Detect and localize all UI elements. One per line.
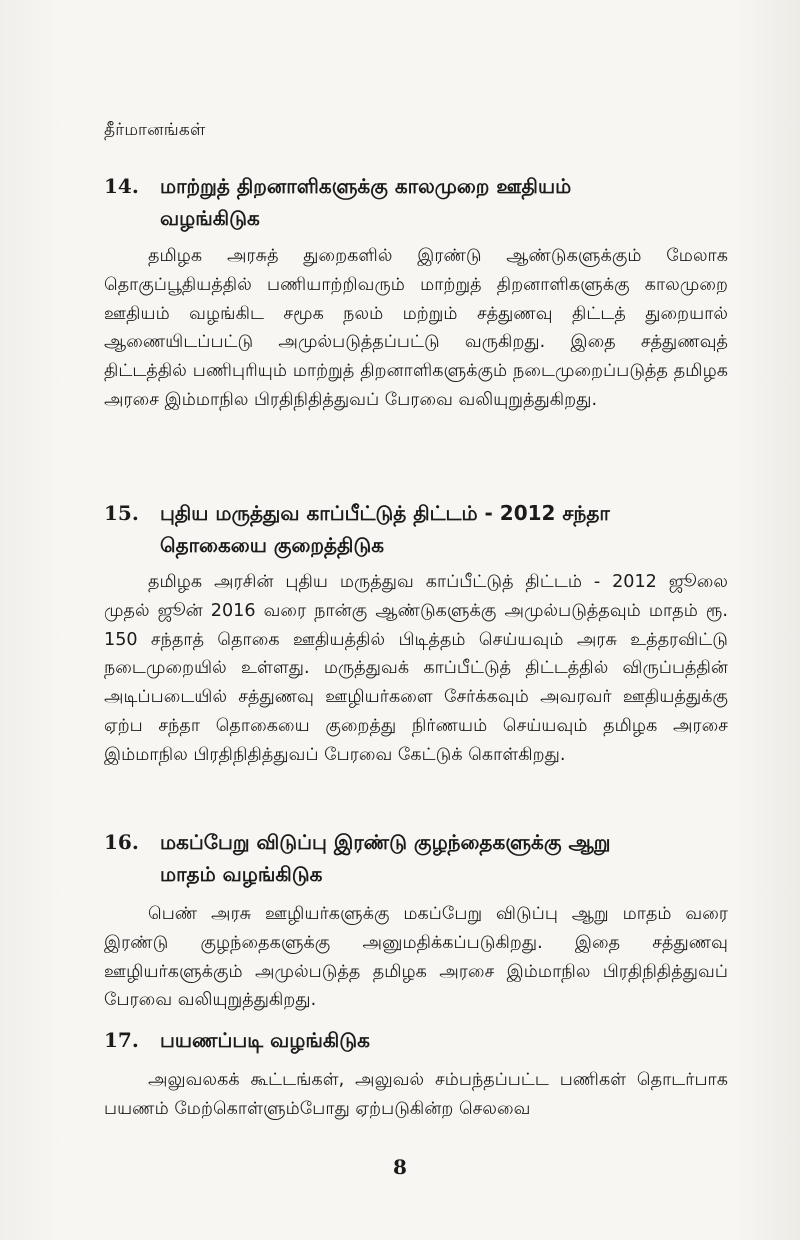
page-number: 8 — [393, 1155, 407, 1179]
section-number: 14. — [104, 174, 139, 198]
section-title-line: புதிய மருத்துவ காப்பீட்டுத் திட்டம் - 2012 சந்தா — [160, 501, 610, 525]
section-title-line: மாற்றுத் திறனாளிகளுக்கு காலமுறை ஊதியம் — [160, 174, 572, 198]
section-title-line: மகப்பேறு விடுப்பு இரண்டு குழந்தைகளுக்கு ஆறு — [160, 830, 611, 854]
section-title-line: பயணப்படி வழங்கிடுக — [160, 1028, 370, 1052]
section-title-line: மாதம் வழங்கிடுக — [160, 862, 323, 886]
section-paragraph-14: தமிழக அரசுத் துறைகளில் இரண்டு ஆண்டுகளுக்கும் மேலாக தொகுப்பூதியத்தில் பணியாற்றிவரும் மாற்றுத் திறனாளிகளுக்கு காலமுறை ஊதியம் வழங்கிட சமூக நலம் மற்றும் சத்துணவு திட்டத் துறையால் ஆணையிடப்பட்டு அமுல்படுத்தப்பட்டு வருகிறது. இதை சத்துணவுத் திட்டத்தில் பணிபுரியும் மாற்றுத் திறனாளிகளுக்கும் நடைமுறைப்படுத்த தமிழக அரசை இம்மாநில பிரதிநிதித்துவப் பேரவை வலியுறுத்துகிறது. — [104, 246, 728, 410]
section-number: 15. — [104, 501, 139, 525]
section-title-line: தொகையை குறைத்திடுக — [160, 533, 385, 557]
section-paragraph-15: தமிழக அரசின் புதிய மருத்துவ காப்பீட்டுத் திட்டம் - 2012 ஜூலை முதல் ஜூன் 2016 வரை நான்கு ஆண்டுகளுக்கு அமுல்படுத்தவும் மாதம் ரூ. 150 சந்தாத் தொகை ஊதியத்தில் பிடித்தம் செய்யவும் அரசு உத்தரவிட்டு நடைமுறையில் உள்ளது. மருத்துவக் காப்பீட்டுத் திட்டத்தில் விருப்பத்தின் அடிப்படையில் சத்துணவு ஊழியர்களை சேர்க்கவும் அவரவர் ஊதியத்துக்கு ஏற்ப சந்தா தொகையை குறைத்து நிர்ணயம் செய்யவும் தமிழக அரசை இம்மாநில பிரதிநிதித்துவப் பேரவை கேட்டுக் கொள்கிறது. — [104, 572, 728, 765]
section-title-line: வழங்கிடுக — [160, 206, 260, 230]
running-head: தீர்மானங்கள் — [104, 120, 206, 140]
section-number: 16. — [104, 830, 139, 854]
section-paragraph-16: பெண் அரசு ஊழியர்களுக்கு மகப்பேறு விடுப்பு ஆறு மாதம் வரை இரண்டு குழந்தைகளுக்கு அனுமதிக்கப்படுகிறது. இதை சத்துணவு ஊழியர்களுக்கும் அமுல்படுத்த தமிழக அரசை இம்மாநில பிரதிநிதித்துவப் பேரவை வலியுறுத்துகிறது. — [104, 904, 728, 1011]
section-paragraph-17: அலுவலகக் கூட்டங்கள், அலுவல் சம்பந்தப்பட்ட பணிகள் தொடர்பாக பயணம் மேற்கொள்ளும்போது ஏற்படுகின்ற செலவை — [104, 1070, 728, 1119]
section-heading-16 — [104, 826, 728, 890]
section-heading-14 — [104, 170, 728, 234]
section-heading-15 — [104, 497, 728, 561]
section-number: 17. — [104, 1028, 139, 1052]
section-heading-17 — [104, 1024, 728, 1056]
